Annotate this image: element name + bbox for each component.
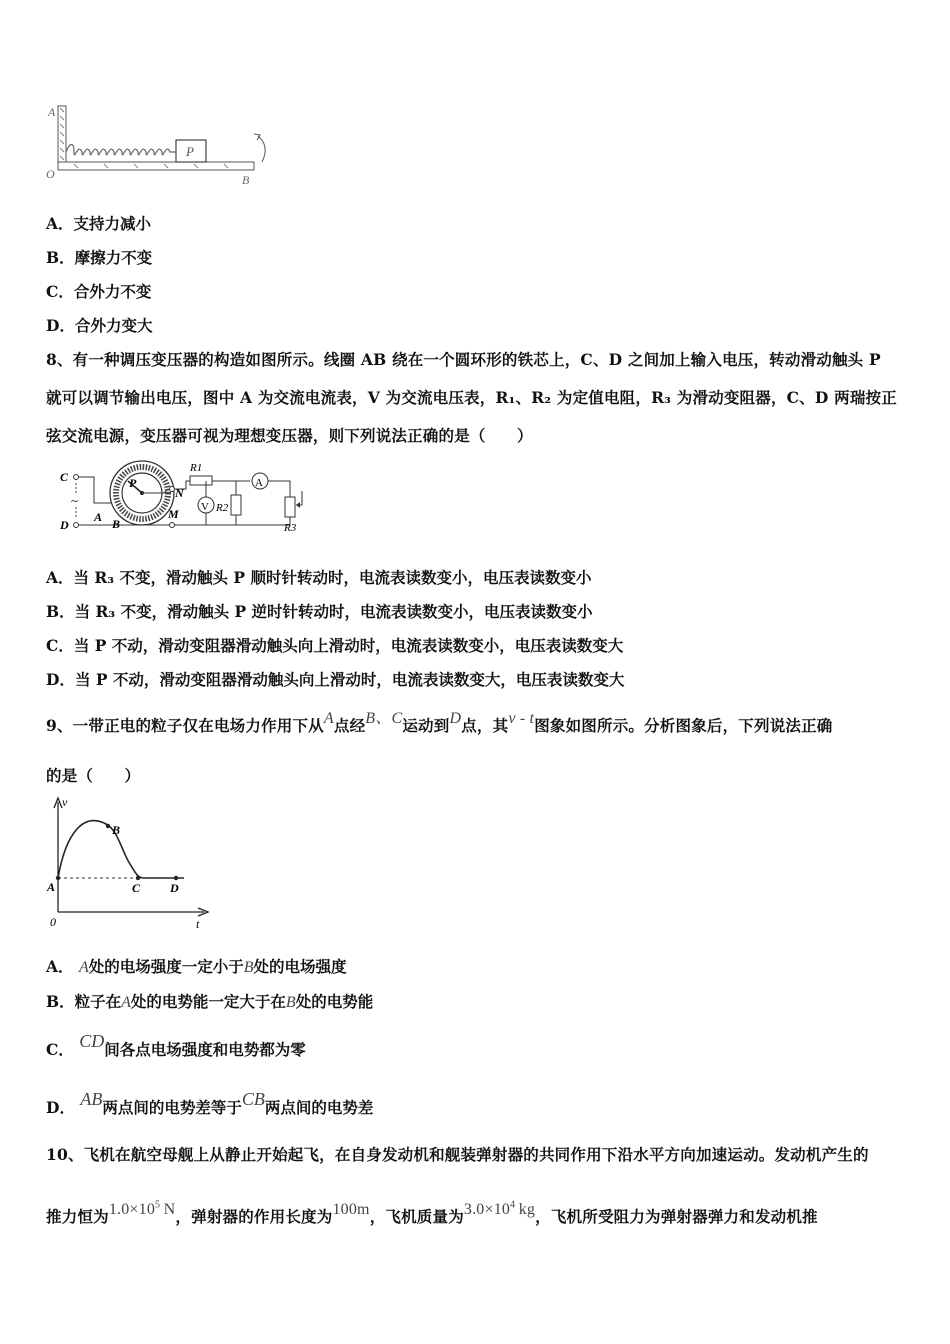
q9-option-a-m1: A bbox=[78, 959, 89, 976]
q9-option-a-m2: B bbox=[243, 959, 254, 976]
q7-option-a-letter: A． bbox=[46, 214, 74, 233]
q8-option-a[interactable] bbox=[46, 566, 591, 588]
q8-option-b-letter: B． bbox=[46, 602, 75, 621]
q9-stem-m3: D bbox=[449, 710, 462, 727]
q8-rheostat-r3 bbox=[285, 497, 295, 517]
q8-label-b: B bbox=[112, 517, 121, 531]
q10-force bbox=[109, 1201, 176, 1218]
q9-option-d-t1: 两点间的电势差等于 bbox=[102, 1098, 242, 1117]
q8-stem-line-2: 就可以调节输出电压，图中 A 为交流电流表，V 为交流电压表，R₁、R₂ 为定值电阻，R₃ 为滑动变阻器，C、D 两瑞按正 bbox=[46, 388, 897, 407]
q9-label-v: v bbox=[62, 795, 68, 809]
q9-stem-s5: 图象如图所示。分析图象后，下列说法正确 bbox=[534, 716, 833, 735]
q7-option-a[interactable] bbox=[46, 212, 151, 234]
q9-option-c-letter: C． bbox=[46, 1040, 74, 1059]
q8-resistor-r2 bbox=[231, 495, 241, 515]
q10-force-exp: 5 bbox=[155, 1199, 161, 1211]
q7-option-a-text: 支持力减小 bbox=[73, 214, 152, 233]
q9-label-c: C bbox=[132, 881, 141, 895]
q7-option-d-letter: D． bbox=[46, 316, 75, 335]
q7-option-b-letter: B． bbox=[46, 248, 75, 267]
q7-spring-board-figure bbox=[44, 100, 284, 188]
q9-option-d-m1: AB bbox=[80, 1089, 103, 1109]
q7-label-p: P bbox=[186, 144, 194, 159]
q8-label-p: P bbox=[129, 476, 137, 490]
q9-stem-line-1 bbox=[46, 710, 833, 736]
q8-option-b[interactable] bbox=[46, 600, 593, 622]
q8-ammeter-label: A bbox=[255, 477, 263, 489]
q9-label-a: A bbox=[47, 880, 56, 894]
q9-label-o: 0 bbox=[50, 915, 56, 929]
q8-label-r3: R3 bbox=[284, 522, 297, 534]
q8-option-c[interactable] bbox=[46, 634, 623, 656]
q7-option-c[interactable] bbox=[46, 280, 151, 302]
q8-voltmeter-label: V bbox=[201, 501, 209, 513]
q8-option-c-text: 当 P 不动，滑动变阻器滑动触头向上滑动时，电流表读数变小，电压表读数变大 bbox=[73, 636, 624, 655]
q7-option-d[interactable] bbox=[46, 314, 152, 336]
q8-label-d: D bbox=[60, 518, 69, 532]
q10-mass-exp: 4 bbox=[510, 1199, 516, 1211]
q10-stem-line-2 bbox=[46, 1199, 818, 1227]
q9-point-a bbox=[56, 876, 60, 880]
q9-stem-m4: v - t bbox=[508, 710, 535, 727]
q9-option-b-m2: B bbox=[285, 994, 296, 1011]
q9-point-b bbox=[106, 824, 110, 828]
q8-label-tilde: ~ bbox=[71, 493, 79, 508]
q9-option-c[interactable] bbox=[46, 1031, 306, 1060]
q8-transformer-circuit-figure bbox=[56, 455, 316, 535]
q9-option-d[interactable] bbox=[46, 1089, 374, 1118]
q9-option-d-m2: CB bbox=[241, 1089, 265, 1109]
q9-stem-s4: 点，其 bbox=[461, 716, 509, 735]
q10-s1: 推力恒为 bbox=[46, 1207, 109, 1226]
q9-option-c-m1: CD bbox=[79, 1031, 105, 1051]
q8-resistor-r1 bbox=[190, 476, 212, 485]
q8-label-r2: R2 bbox=[216, 502, 229, 514]
q10-s2: ，弹射器的作用长度为 bbox=[175, 1207, 333, 1226]
q7-option-b[interactable] bbox=[46, 246, 152, 268]
q9-option-a-letter: A． bbox=[46, 957, 74, 976]
q10-mass bbox=[464, 1201, 535, 1218]
q8-option-a-letter: A． bbox=[46, 568, 74, 587]
q8-option-d-letter: D． bbox=[46, 670, 75, 689]
q9-option-b-letter: B． bbox=[46, 992, 75, 1011]
q8-option-d-text: 当 P 不动，滑动变阻器滑动触头向上滑动时，电流表读数变大，电压表读数变大 bbox=[74, 670, 625, 689]
q8-label-c: C bbox=[60, 470, 69, 484]
q9-label-d: D bbox=[170, 881, 179, 895]
q8-option-d[interactable] bbox=[46, 668, 624, 690]
q7-label-a: A bbox=[48, 105, 56, 119]
q9-vt-graph bbox=[44, 792, 214, 930]
q8-label-r1: R1 bbox=[190, 462, 203, 474]
q9-label-t: t bbox=[196, 917, 200, 930]
q9-option-b[interactable] bbox=[46, 990, 373, 1012]
q9-stem-m2: B、C bbox=[365, 710, 403, 727]
q8-option-c-letter: C． bbox=[46, 636, 74, 655]
q8-label-m: M bbox=[168, 507, 179, 521]
q10-length: 100m bbox=[332, 1201, 370, 1218]
q8-label-n: N bbox=[175, 486, 184, 500]
q10-mass-base: 3.0×10 bbox=[463, 1201, 511, 1218]
q9-option-d-letter: D． bbox=[46, 1098, 75, 1117]
q9-label-b: B bbox=[112, 823, 121, 837]
q9-option-c-t1: 间各点电场强度和电势都为零 bbox=[104, 1040, 306, 1059]
q8-label-a: A bbox=[94, 510, 103, 524]
q9-option-a-t2: 处的电场强度 bbox=[253, 957, 347, 976]
q7-rotation-arrow bbox=[258, 136, 265, 162]
q9-option-b-m1: A bbox=[121, 994, 131, 1011]
q9-stem-s2: 点经 bbox=[333, 716, 366, 735]
q8-stem-line-1: 8、有一种调压变压器的构造如图所示。线圈 AB 绕在一个圆环形的铁芯上，C、D 之间加上输入电压，转动滑动触头 P bbox=[46, 350, 881, 369]
q9-point-c bbox=[136, 876, 140, 880]
q9-option-d-t2: 两点间的电势差 bbox=[264, 1098, 374, 1117]
q8-option-b-text: 当 R₃ 不变，滑动触头 P 逆时针转动时，电流表读数变小，电压表读数变小 bbox=[74, 602, 593, 621]
q7-option-c-text: 合外力不变 bbox=[73, 282, 152, 301]
q10-mass-unit: kg bbox=[518, 1201, 536, 1218]
q7-option-b-text: 摩擦力不变 bbox=[74, 248, 153, 267]
q10-force-unit: N bbox=[163, 1201, 176, 1218]
q7-option-d-text: 合外力变大 bbox=[74, 316, 153, 335]
q9-option-b-t2: 处的电势能 bbox=[295, 992, 374, 1011]
q9-option-a[interactable] bbox=[46, 955, 347, 977]
q7-spring bbox=[66, 145, 176, 155]
q9-stem-s1: 9、一带正电的粒子仅在电场力作用下从 bbox=[46, 716, 324, 735]
q9-option-b-t1: 处的电势能一定大于在 bbox=[130, 992, 286, 1011]
q9-option-b-t0: 粒子在 bbox=[74, 992, 122, 1011]
q9-point-d bbox=[174, 876, 178, 880]
q9-stem-m1: A bbox=[323, 710, 334, 727]
q9-stem-line-2: 的是（ ） bbox=[46, 766, 141, 785]
q10-s3: ，飞机质量为 bbox=[369, 1207, 464, 1226]
q8-option-a-text: 当 R₃ 不变，滑动触头 P 顺时针转动时，电流表读数变小，电压表读数变小 bbox=[73, 568, 592, 587]
q7-board bbox=[58, 162, 254, 170]
q7-label-b: B bbox=[242, 173, 250, 187]
q9-curve bbox=[58, 821, 184, 878]
q7-option-c-letter: C． bbox=[46, 282, 74, 301]
q10-force-base: 1.0×10 bbox=[108, 1201, 156, 1218]
q9-option-a-t1: 处的电场强度一定小于 bbox=[88, 957, 244, 976]
q7-label-o: O bbox=[46, 167, 55, 181]
q9-stem-s3: 运动到 bbox=[402, 716, 450, 735]
q7-wall bbox=[58, 106, 66, 170]
q10-stem-line-1: 10、飞机在航空母舰上从静止开始起飞，在自身发动机和舰装弹射器的共同作用下沿水平方向加速运动。发动机产生的 bbox=[46, 1145, 869, 1164]
q8-stem-line-3: 弦交流电源，变压器可视为理想变压器，则下列说法正确的是（ ） bbox=[46, 426, 533, 445]
q10-s4: ，飞机所受阻力为弹射器弹力和发动机推 bbox=[535, 1207, 818, 1226]
